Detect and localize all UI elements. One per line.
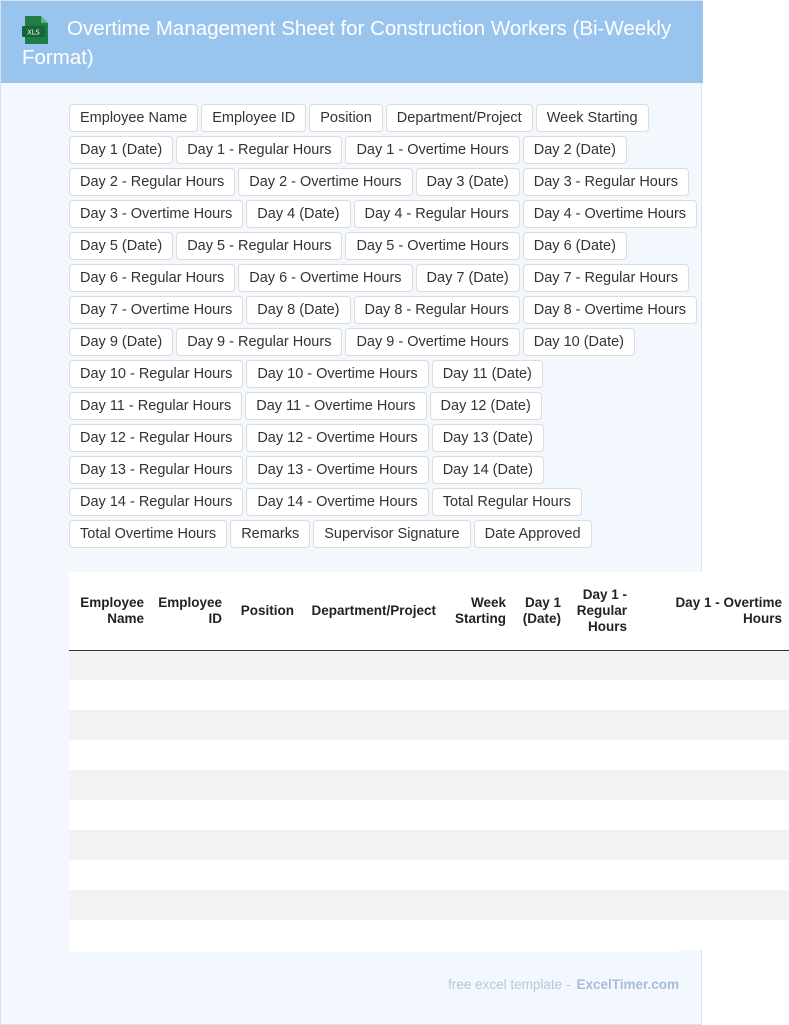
table-cell[interactable]	[69, 890, 151, 920]
field-tag[interactable]: Day 3 (Date)	[416, 168, 520, 196]
field-tag[interactable]: Remarks	[230, 520, 310, 548]
column-header: Day 1 - Regular Hours	[568, 572, 634, 650]
table-cell[interactable]	[513, 920, 568, 950]
field-tag[interactable]: Day 4 - Regular Hours	[354, 200, 520, 228]
table-cell[interactable]	[229, 860, 301, 890]
table-row	[69, 800, 789, 830]
footer-text: free excel template -	[448, 977, 571, 992]
field-tag[interactable]: Total Overtime Hours	[69, 520, 227, 548]
column-header: Department/Project	[301, 572, 443, 650]
field-tag[interactable]: Total Regular Hours	[432, 488, 582, 516]
table-row	[69, 890, 789, 920]
page-title: Overtime Management Sheet for Construction Workers (Bi-Weekly Format)	[22, 17, 672, 69]
table-row	[69, 650, 789, 680]
table-cell[interactable]	[443, 710, 513, 740]
field-tag[interactable]: Day 11 (Date)	[432, 360, 543, 388]
table-cell[interactable]	[151, 890, 229, 920]
table-cell[interactable]	[69, 770, 151, 800]
table-cell[interactable]	[634, 920, 789, 950]
template-table	[69, 572, 789, 950]
field-tag[interactable]: Day 4 - Overtime Hours	[523, 200, 697, 228]
table-cell[interactable]	[69, 740, 151, 770]
column-header: Day 1 - Overtime Hours	[634, 572, 789, 650]
table-row	[69, 710, 789, 740]
field-tag[interactable]: Day 14 - Regular Hours	[69, 488, 243, 516]
table-row	[69, 860, 789, 890]
table-body	[69, 650, 789, 950]
column-header: Employee Name	[69, 572, 151, 650]
table-cell[interactable]	[229, 710, 301, 740]
table-cell[interactable]	[443, 830, 513, 860]
table-cell[interactable]	[634, 890, 789, 920]
table-cell[interactable]	[301, 740, 443, 770]
table-cell[interactable]	[301, 890, 443, 920]
field-tag[interactable]: Department/Project	[386, 104, 533, 132]
field-tag[interactable]: Day 12 (Date)	[430, 392, 542, 420]
field-tag[interactable]: Day 11 - Regular Hours	[69, 392, 242, 420]
field-tag[interactable]: Day 12 - Regular Hours	[69, 424, 243, 452]
field-tag[interactable]: Position	[309, 104, 383, 132]
table-cell[interactable]	[229, 920, 301, 950]
field-tag[interactable]: Day 8 - Overtime Hours	[523, 296, 697, 324]
table-cell[interactable]	[513, 830, 568, 860]
table-cell[interactable]	[443, 920, 513, 950]
field-tag[interactable]: Day 5 (Date)	[69, 232, 173, 260]
field-tag[interactable]: Day 11 - Overtime Hours	[245, 392, 426, 420]
table-cell[interactable]	[151, 860, 229, 890]
table-cell[interactable]	[151, 770, 229, 800]
table-cell[interactable]	[301, 710, 443, 740]
table-cell[interactable]	[568, 920, 634, 950]
field-tag[interactable]: Day 6 - Regular Hours	[69, 264, 235, 292]
field-tag[interactable]: Day 5 - Overtime Hours	[345, 232, 519, 260]
column-header: Position	[229, 572, 301, 650]
table-cell[interactable]	[151, 920, 229, 950]
table-cell[interactable]	[301, 830, 443, 860]
table-cell[interactable]	[443, 650, 513, 680]
footer-brand-link[interactable]: ExcelTimer.com	[576, 977, 679, 992]
table-row	[69, 920, 789, 950]
table-row	[69, 830, 789, 860]
column-header: Week Starting	[443, 572, 513, 650]
table-cell[interactable]	[513, 680, 568, 710]
table-cell[interactable]	[229, 650, 301, 680]
table-cell[interactable]	[69, 650, 151, 680]
table-cell[interactable]	[568, 830, 634, 860]
table-cell[interactable]	[443, 860, 513, 890]
field-tag[interactable]: Day 7 - Overtime Hours	[69, 296, 243, 324]
table-cell[interactable]	[634, 830, 789, 860]
table-cell[interactable]	[69, 920, 151, 950]
field-tag[interactable]: Day 10 - Overtime Hours	[246, 360, 428, 388]
table-cell[interactable]	[443, 740, 513, 770]
field-tag[interactable]: Day 1 - Regular Hours	[176, 136, 342, 164]
field-tag[interactable]: Day 1 - Overtime Hours	[345, 136, 519, 164]
field-tag[interactable]: Employee ID	[201, 104, 306, 132]
field-tag[interactable]: Date Approved	[474, 520, 592, 548]
field-tag[interactable]: Day 10 (Date)	[523, 328, 635, 356]
table-cell[interactable]	[301, 650, 443, 680]
table-cell[interactable]	[301, 860, 443, 890]
table-cell[interactable]	[634, 800, 789, 830]
field-tag[interactable]: Day 3 - Overtime Hours	[69, 200, 243, 228]
table-cell[interactable]	[634, 650, 789, 680]
table-row	[69, 740, 789, 770]
field-tag[interactable]: Day 13 - Overtime Hours	[246, 456, 428, 484]
table-cell[interactable]	[229, 890, 301, 920]
table-cell[interactable]	[568, 710, 634, 740]
field-tag[interactable]: Day 7 - Regular Hours	[523, 264, 689, 292]
table-cell[interactable]	[229, 830, 301, 860]
table-cell[interactable]	[229, 740, 301, 770]
table-cell[interactable]	[634, 770, 789, 800]
table-cell[interactable]	[443, 680, 513, 710]
field-tag[interactable]: Day 5 - Regular Hours	[176, 232, 342, 260]
field-tag[interactable]: Day 10 - Regular Hours	[69, 360, 243, 388]
field-tag[interactable]: Day 2 - Overtime Hours	[238, 168, 412, 196]
table-cell[interactable]	[69, 830, 151, 860]
table-cell[interactable]	[151, 650, 229, 680]
table-cell[interactable]	[443, 890, 513, 920]
field-tag[interactable]: Day 4 (Date)	[246, 200, 350, 228]
table-cell[interactable]	[634, 740, 789, 770]
field-tag[interactable]: Day 2 (Date)	[523, 136, 627, 164]
table-cell[interactable]	[513, 770, 568, 800]
field-tag[interactable]: Day 2 - Regular Hours	[69, 168, 235, 196]
table-cell[interactable]	[301, 800, 443, 830]
table-cell[interactable]	[69, 710, 151, 740]
icon-label: XLS	[27, 28, 40, 37]
field-tag[interactable]: Day 6 (Date)	[523, 232, 627, 260]
field-tag[interactable]: Day 3 - Regular Hours	[523, 168, 689, 196]
table-cell[interactable]	[443, 800, 513, 830]
field-tag[interactable]: Day 14 (Date)	[432, 456, 544, 484]
table-row	[69, 770, 789, 800]
field-tag[interactable]: Day 8 (Date)	[246, 296, 350, 324]
field-tag-list	[69, 104, 703, 548]
table-cell[interactable]	[634, 860, 789, 890]
table-cell[interactable]	[568, 890, 634, 920]
table-cell[interactable]	[69, 800, 151, 830]
table-cell[interactable]	[151, 830, 229, 860]
table-cell[interactable]	[229, 680, 301, 710]
table-cell[interactable]	[301, 920, 443, 950]
table-cell[interactable]	[568, 860, 634, 890]
field-tag[interactable]: Day 14 - Overtime Hours	[246, 488, 428, 516]
table-cell[interactable]	[568, 650, 634, 680]
table-cell[interactable]	[513, 860, 568, 890]
table-cell[interactable]	[568, 680, 634, 710]
field-tag[interactable]: Day 12 - Overtime Hours	[246, 424, 428, 452]
column-header: Day 1 (Date)	[513, 572, 568, 650]
field-tag[interactable]: Day 9 - Overtime Hours	[345, 328, 519, 356]
table-cell[interactable]	[443, 770, 513, 800]
table-cell[interactable]	[568, 770, 634, 800]
table-cell[interactable]	[301, 680, 443, 710]
table-cell[interactable]	[69, 860, 151, 890]
field-tag[interactable]: Day 7 (Date)	[416, 264, 520, 292]
table-cell[interactable]	[634, 680, 789, 710]
template-table-container[interactable]	[69, 572, 782, 952]
field-tag[interactable]: Supervisor Signature	[313, 520, 470, 548]
table-cell[interactable]	[229, 770, 301, 800]
table-cell[interactable]	[229, 800, 301, 830]
table-cell[interactable]	[151, 800, 229, 830]
field-tag[interactable]: Day 9 (Date)	[69, 328, 173, 356]
field-tag[interactable]: Employee Name	[69, 104, 198, 132]
page-header	[1, 1, 703, 83]
table-cell[interactable]	[568, 800, 634, 830]
table-cell[interactable]	[69, 680, 151, 710]
field-tag[interactable]: Day 13 (Date)	[432, 424, 544, 452]
field-tag[interactable]: Day 8 - Regular Hours	[354, 296, 520, 324]
footer-credit	[448, 977, 679, 992]
field-tag[interactable]: Day 13 - Regular Hours	[69, 456, 243, 484]
table-cell[interactable]	[151, 740, 229, 770]
table-cell[interactable]	[634, 710, 789, 740]
table-cell[interactable]	[151, 680, 229, 710]
table-cell[interactable]	[301, 770, 443, 800]
table-cell[interactable]	[513, 800, 568, 830]
table-cell[interactable]	[568, 740, 634, 770]
field-tag[interactable]: Day 6 - Overtime Hours	[238, 264, 412, 292]
column-header: Employee ID	[151, 572, 229, 650]
table-cell[interactable]	[513, 740, 568, 770]
table-header-row	[69, 572, 789, 650]
table-cell[interactable]	[513, 650, 568, 680]
field-tag[interactable]: Day 1 (Date)	[69, 136, 173, 164]
table-row	[69, 680, 789, 710]
field-tag[interactable]: Day 9 - Regular Hours	[176, 328, 342, 356]
table-cell[interactable]	[513, 890, 568, 920]
table-cell[interactable]	[151, 710, 229, 740]
table-cell[interactable]	[513, 710, 568, 740]
field-tag[interactable]: Week Starting	[536, 104, 649, 132]
